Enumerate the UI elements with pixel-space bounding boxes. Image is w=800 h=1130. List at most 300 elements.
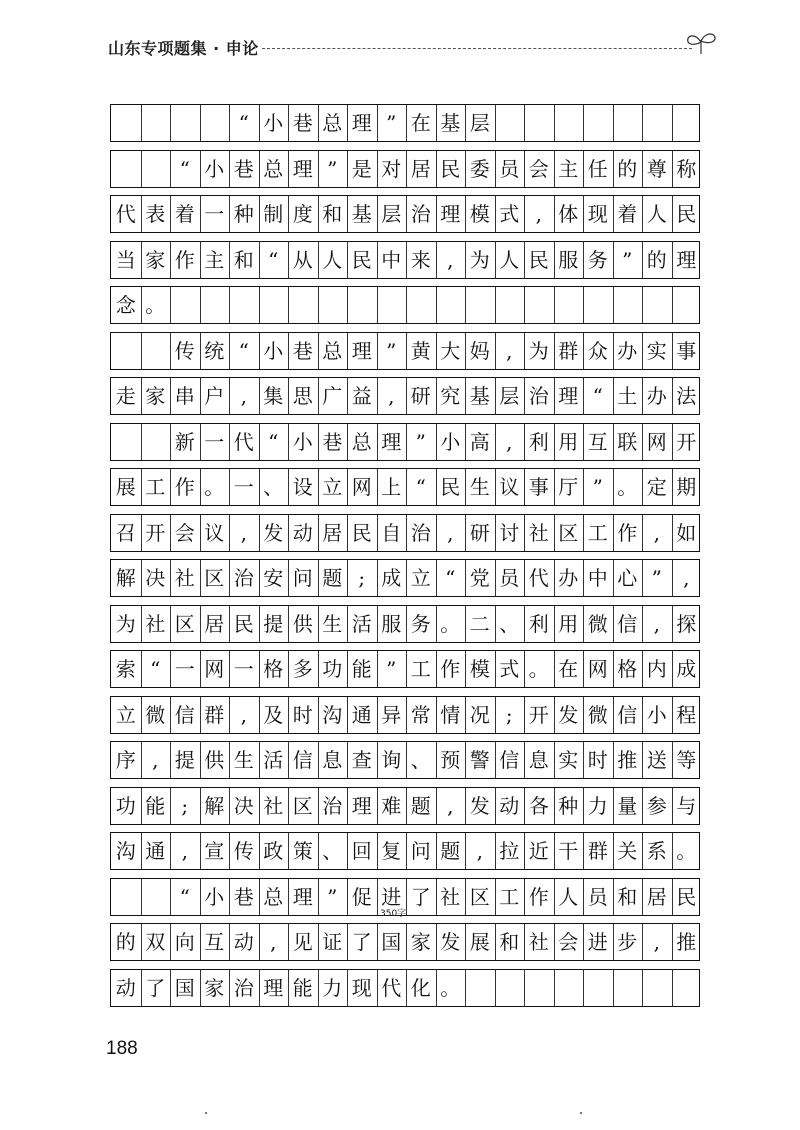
grid-divider [583,105,584,141]
grid-cell-char: 种 [558,793,579,818]
grid-row [110,241,700,279]
grid-row [110,605,700,643]
grid-cell-char: 厅 [558,475,579,499]
grid-cell-char: 总 [351,429,372,454]
grid-cell-char: 巷 [233,156,254,181]
grid-cell-char: 、 [499,611,520,636]
grid-cell-char: 小 [440,429,461,454]
grid-cell-char: 询 [381,748,402,772]
grid-row [110,559,700,597]
grid-cell-char: 思 [292,384,313,408]
grid-cell-char: 化 [410,975,431,1000]
grid-cell-char: 层 [499,384,520,408]
grid-divider [170,105,171,141]
grid-cell-char: 了 [145,975,166,1000]
grid-cell-char: 活 [351,611,372,636]
grid-cell-char: 心 [617,566,638,590]
grid-cell-char: 题 [440,839,461,863]
grid-cell-char: 开 [145,520,166,545]
grid-row [110,104,700,142]
grid-cell-char: 活 [263,748,284,772]
grid-cell-char: 发 [469,793,490,818]
grid-cell-char: 。 [617,475,638,499]
grid-cell-char: 成 [676,657,697,681]
grid-cell-char: 召 [115,520,136,545]
grid-cell-char: “ [268,429,279,454]
grid-cell-char: 在 [558,657,579,681]
grid-cell-char: 立 [322,475,343,499]
grid-divider [229,287,230,323]
grid-cell-char: 基 [469,384,490,408]
grid-cell-char: 对 [381,156,402,181]
grid-cell-char: 索 [115,657,136,681]
grid-cell-char: 步 [617,930,638,954]
grid-cell-char: 期 [676,475,697,499]
grid-cell-char: 人 [646,202,667,226]
grid-cell-char: 从 [292,247,313,272]
grid-cell-char: 人 [558,884,579,909]
grid-cell-char: 通 [351,702,372,727]
grid-row [110,514,700,552]
grid-cell-char: 社 [528,520,549,545]
grid-divider [524,970,525,1006]
grid-cell-char: 发 [558,702,579,727]
grid-divider [170,287,171,323]
grid-cell-char: , [653,611,660,636]
grid-cell-char: 黄 [410,338,431,363]
grid-cell-char: 立 [410,566,431,590]
grid-cell-char: , [447,520,454,545]
grid-cell-char: 家 [145,247,166,272]
grid-cell-char: 自 [381,520,402,545]
grid-cell-char: ; [505,702,513,727]
grid-cell-char: 总 [322,111,343,135]
grid-cell-char: 讨 [499,520,520,545]
grid-cell-char: 了 [351,930,372,954]
grid-cell-char: “ [415,475,426,499]
grid-cell-char: 区 [292,793,313,818]
grid-cell-char: 区 [469,884,490,909]
grid-cell-char: 代 [381,975,402,1000]
grid-cell-char: 体 [558,202,579,226]
grid-cell-char: , [240,702,247,727]
grid-divider [141,333,142,369]
grid-divider [672,287,673,323]
grid-cell-char: , [447,793,454,818]
grid-cell-char: 作 [174,247,195,272]
grid-cell-char: 任 [587,156,608,181]
grid-cell-char: 微 [145,702,166,727]
grid-cell-char: 居 [204,611,225,636]
grid-cell-char: 民 [440,156,461,181]
grid-cell-char: 生 [469,475,490,499]
grid-cell-char: 及 [263,702,284,727]
grid-divider [495,287,496,323]
grid-cell-char: 信 [174,702,195,727]
grid-cell-char: 代 [528,566,549,590]
grid-cell-char: 网 [351,475,372,499]
grid-cell-char: 查 [351,748,372,772]
grid-divider [465,287,466,323]
grid-cell-char: 事 [676,338,697,363]
grid-cell-char: 、 [322,839,343,863]
grid-cell-char: 理 [351,793,372,818]
grid-cell-char: , [683,566,690,590]
grid-divider [554,105,555,141]
grid-cell-char: 民 [528,247,549,272]
grid-cell-char: 息 [528,748,549,772]
grid-row [110,696,700,734]
grid-cell-char: 利 [528,429,549,454]
grid-cell-char: 展 [469,930,490,954]
grid-cell-char: 上 [381,475,402,499]
grid-cell-char: 。 [440,611,461,636]
grid-cell-char: 近 [528,839,549,863]
grid-cell-char: 难 [381,793,402,818]
grid-cell-char: “ [268,247,279,272]
grid-cell-char: 提 [174,748,195,772]
grid-cell-char: 干 [558,839,579,863]
grid-cell-char: 民 [676,202,697,226]
grid-cell-char: 系 [646,839,667,863]
grid-cell-char: 现 [587,202,608,226]
grid-cell-char: 。 [676,839,697,863]
grid-cell-char: 委 [469,156,490,181]
grid-cell-char: 作 [174,475,195,499]
grid-cell-char: 的 [646,247,667,272]
grid-cell-char: 群 [204,702,225,727]
grid-divider [524,105,525,141]
grid-cell-char: 员 [499,566,520,590]
grid-divider [613,105,614,141]
grid-cell-char: 复 [381,839,402,863]
grid-cell-char: 时 [587,748,608,772]
grid-divider [377,287,378,323]
grid-cell-char: 关 [617,839,638,863]
grid-divider [524,287,525,323]
grid-cell-char: 区 [204,566,225,590]
grid-divider [613,287,614,323]
grid-cell-char: 办 [617,338,638,363]
grid-cell-char: 研 [469,520,490,545]
grid-cell-char: 量 [617,793,638,818]
grid-cell-char: 通 [145,839,166,863]
grid-cell-char: 传 [233,839,254,863]
grid-cell-char: 预 [440,748,461,772]
sprout-icon [684,30,718,56]
grid-cell-char: 设 [292,475,313,499]
grid-cell-char: 警 [469,748,490,772]
grid-divider [141,151,142,187]
grid-cell-char: 定 [646,475,667,499]
grid-cell-char: 主 [204,247,225,272]
grid-cell-char: 党 [469,566,490,590]
grid-cell-char: 一 [204,429,225,454]
grid-cell-char: 串 [174,384,195,408]
grid-cell-char: 工 [410,657,431,681]
grid-cell-char: 决 [233,793,254,818]
grid-cell-char: 解 [115,566,136,590]
grid-cell-char: 民 [351,520,372,545]
grid-cell-char: 。 [440,975,461,1000]
grid-cell-char: 议 [204,520,225,545]
grid-cell-char: 拉 [499,839,520,863]
grid-cell-char: 群 [587,839,608,863]
grid-cell-char: 序 [115,748,136,772]
grid-divider [583,287,584,323]
grid-cell-char: 网 [646,429,667,454]
grid-cell-char: 户 [204,384,225,408]
grid-cell-char: 信 [499,748,520,772]
grid-cell-char: 巷 [233,884,254,909]
grid-divider [141,424,142,460]
grid-row [110,832,700,870]
grid-cell-char: 议 [499,475,520,499]
grid-cell-char: 二 [469,611,490,636]
grid-cell-char: 治 [528,384,549,408]
grid-cell-char: , [152,748,159,772]
grid-divider [495,105,496,141]
grid-cell-char: 理 [351,338,372,363]
grid-cell-char: 总 [263,156,284,181]
grid-cell-char: 一 [233,657,254,681]
grid-cell-char: 开 [676,429,697,454]
grid-cell-char: 理 [351,111,372,135]
grid-cell-char: 当 [115,247,136,272]
grid-divider [318,287,319,323]
grid-cell-char: 务 [587,247,608,272]
grid-cell-char: 社 [145,611,166,636]
grid-cell-char: 群 [558,338,579,363]
grid-cell-char: 总 [263,884,284,909]
grid-cell-char: 小 [204,884,225,909]
grid-cell-char: 众 [587,338,608,363]
grid-cell-char: 巷 [292,111,313,135]
grid-cell-char: , [476,839,483,863]
grid-cell-char: “ [238,111,249,135]
grid-cell-char: ” [386,111,397,135]
grid-divider [436,287,437,323]
grid-row [110,195,700,233]
grid-divider [288,287,289,323]
grid-cell-char: 向 [174,930,195,954]
grid-cell-char: 。 [528,657,549,681]
grid-cell-char: 巷 [292,338,313,363]
grid-cell-char: 题 [410,793,431,818]
grid-cell-char: 实 [646,338,667,363]
grid-cell-char: 社 [263,793,284,818]
grid-cell-char: 提 [263,611,284,636]
grid-cell-char: 家 [410,930,431,954]
grid-cell-char: 服 [558,247,579,272]
grid-cell-char: 互 [587,429,608,454]
grid-cell-char: 策 [292,839,313,863]
grid-cell-char: 是 [351,156,372,181]
grid-cell-char: 时 [292,702,313,727]
grid-cell-char: 能 [145,793,166,818]
grid-cell-char: 信 [292,748,313,772]
grid-cell-char: 度 [292,202,313,226]
grid-cell-char: , [240,384,247,408]
grid-cell-char: 主 [558,156,579,181]
grid-divider [554,287,555,323]
grid-cell-char: 生 [322,611,343,636]
grid-cell-char: 理 [440,202,461,226]
grid-cell-char: 社 [528,930,549,954]
grid-row [110,286,700,324]
grid-cell-char: 促 [351,884,372,909]
grid-cell-char: 高 [469,429,490,454]
grid-cell-char: 层 [381,202,402,226]
grid-cell-char: 作 [617,520,638,545]
grid-cell-char: 功 [115,793,136,818]
grid-cell-char: 居 [646,884,667,909]
grid-cell-char: 成 [381,566,402,590]
grid-row [110,923,700,961]
grid-cell-char: ; [181,793,189,818]
scan-speck [205,1112,207,1114]
essay-answer-grid [110,104,700,1008]
grid-cell-char: “ [179,884,190,909]
grid-cell-char: 问 [410,839,431,863]
grid-cell-char: 内 [646,657,667,681]
grid-cell-char: “ [179,156,190,181]
grid-cell-char: 和 [322,202,343,226]
grid-cell-char: 利 [528,611,549,636]
grid-cell-char: 和 [233,247,254,272]
grid-cell-char: 服 [381,611,402,636]
grid-cell-char: ” [622,247,633,272]
grid-cell-char: “ [445,566,456,590]
grid-divider [613,970,614,1006]
grid-cell-char: 网 [204,657,225,681]
grid-cell-char: 民 [676,884,697,909]
grid-cell-char: 题 [322,566,343,590]
grid-cell-char: 的 [617,156,638,181]
grid-divider [200,287,201,323]
grid-cell-char: 在 [410,111,431,135]
grid-row [110,969,700,1007]
grid-cell-char: 治 [410,202,431,226]
grid-cell-char: 人 [322,247,343,272]
grid-cell-char: 用 [558,429,579,454]
grid-cell-char: 力 [322,975,343,1000]
grid-cell-char: 生 [233,748,254,772]
grid-cell-char: 总 [322,338,343,363]
word-count-mark: 350字 [380,909,407,919]
grid-cell-char: 会 [558,930,579,954]
grid-cell-char: 互 [204,930,225,954]
grid-cell-char: 动 [499,793,520,818]
grid-cell-char: 一 [174,657,195,681]
grid-row [110,787,700,825]
grid-cell-char: 广 [322,384,343,408]
grid-cell-char: , [653,930,660,954]
grid-cell-char: ” [592,475,603,499]
grid-divider [554,970,555,1006]
grid-divider [406,287,407,323]
grid-cell-char: 况 [469,702,490,727]
grid-row [110,741,700,779]
grid-cell-char: 种 [233,202,254,226]
grid-cell-char: 格 [617,657,638,681]
grid-cell-char: 人 [499,247,520,272]
grid-cell-char: 与 [676,793,697,818]
grid-cell-char: 信 [617,611,638,636]
grid-row [110,377,700,415]
grid-cell-char: 着 [174,202,195,226]
grid-cell-char: 家 [204,975,225,1000]
grid-row [110,468,700,506]
grid-cell-char: 员 [587,884,608,909]
grid-cell-char: 格 [263,657,284,681]
grid-cell-char: 力 [587,793,608,818]
grid-cell-char: 层 [469,111,490,135]
grid-cell-char: 息 [322,748,343,772]
grid-cell-char: 问 [292,566,313,590]
grid-cell-char: 工 [499,884,520,909]
grid-cell-char: 基 [440,111,461,135]
grid-cell-char: 来 [410,247,431,272]
grid-cell-char: , [388,384,395,408]
grid-cell-char: 理 [676,247,697,272]
grid-cell-char: 作 [528,884,549,909]
grid-cell-char: 基 [351,202,372,226]
grid-divider [141,105,142,141]
grid-cell-char: 民 [233,611,254,636]
grid-cell-char: “ [592,384,603,408]
grid-cell-char: 微 [587,702,608,727]
grid-cell-char: 等 [676,748,697,772]
grid-cell-char: 解 [204,793,225,818]
grid-cell-char: 称 [676,156,697,181]
grid-divider [495,970,496,1006]
grid-cell-char: 立 [115,702,136,727]
grid-cell-char: 开 [528,702,549,727]
grid-cell-char: 集 [263,384,284,408]
grid-cell-char: 推 [676,930,697,954]
grid-cell-char: 理 [263,975,284,1000]
grid-cell-char: 会 [528,156,549,181]
scan-speck [580,1112,582,1114]
grid-cell-char: ” [327,884,338,909]
grid-cell-char: 中 [381,247,402,272]
grid-cell-char: 常 [410,702,431,727]
grid-cell-char: 居 [410,156,431,181]
grid-cell-char: 妈 [469,338,490,363]
grid-cell-char: ” [327,156,338,181]
grid-cell-char: 为 [115,611,136,636]
grid-cell-char: 区 [174,611,195,636]
grid-cell-char: 小 [292,429,313,454]
grid-cell-char: 进 [587,930,608,954]
grid-cell-char: 双 [145,930,166,954]
grid-cell-char: 走 [115,384,136,408]
grid-cell-char: 如 [676,520,697,545]
grid-cell-char: 信 [617,702,638,727]
grid-cell-char: 研 [410,384,431,408]
grid-row [110,650,700,688]
grid-divider [465,970,466,1006]
grid-cell-char: 念 [115,293,136,317]
grid-cell-char: , [535,202,542,226]
grid-cell-char: 模 [469,202,490,226]
grid-divider [642,970,643,1006]
grid-cell-char: 进 [381,884,402,909]
grid-cell-char: 法 [676,384,697,408]
grid-cell-char: ” [386,338,397,363]
grid-cell-char: , [270,930,277,954]
